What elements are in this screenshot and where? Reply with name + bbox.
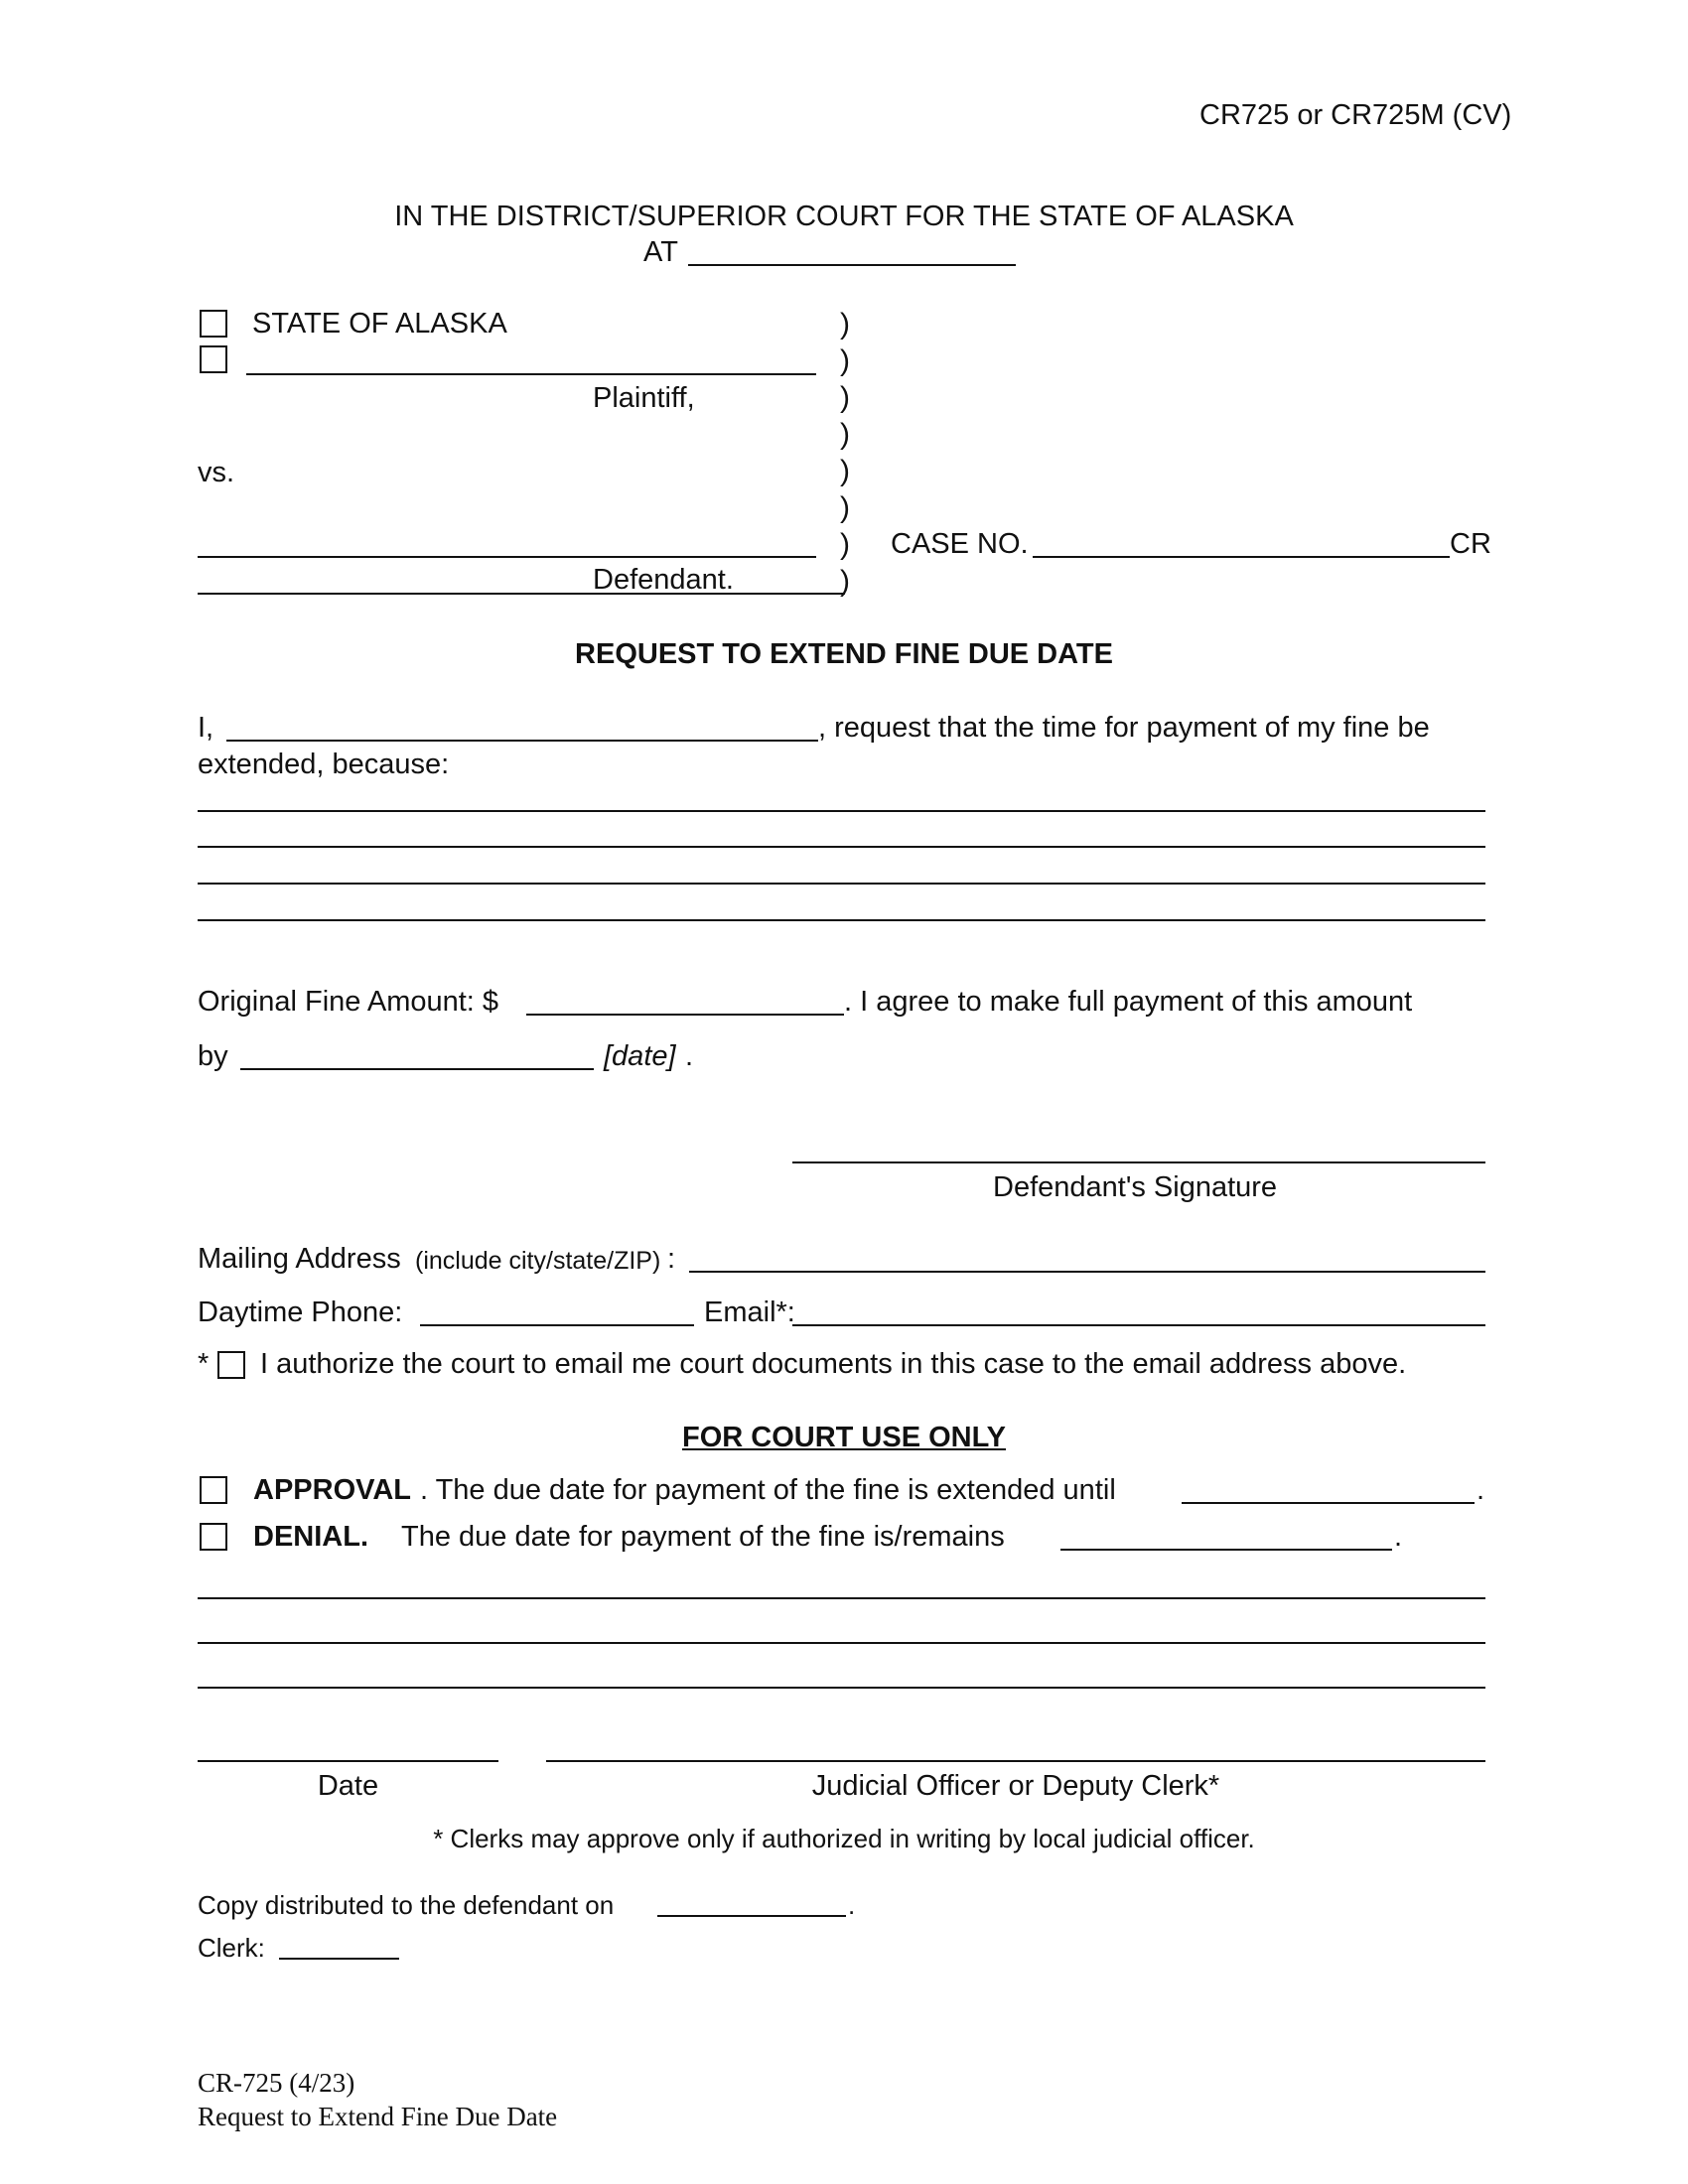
mailing-address-label: Mailing Address [198,1243,401,1275]
daytime-phone-field[interactable] [420,1324,694,1326]
case-number-field[interactable] [1033,556,1450,558]
original-fine-label: Original Fine Amount: $ [198,986,499,1018]
fine-amount-field[interactable] [526,1014,844,1016]
mailing-address-hint: (include city/state/ZIP) [415,1247,661,1275]
copy-distributed-text: Copy distributed to the defendant on [198,1890,615,1920]
agree-text: . I agree to make full payment of this amount [844,986,1413,1018]
other-plaintiff-checkbox[interactable] [200,345,227,373]
request-text-continued: extended, because: [198,749,450,780]
colon: : [667,1243,676,1275]
approval-text: . The due date for payment of the fine is extended until [420,1474,1116,1506]
caption-paren: ) [840,528,850,561]
payment-date-field[interactable] [240,1068,594,1070]
period: . [685,1040,694,1072]
state-of-alaska-checkbox[interactable] [200,310,227,338]
form-code: CR725 or CR725M (CV) [1199,99,1512,131]
by-label: by [198,1040,228,1072]
form-number: CR-725 (4/23) [198,2068,355,2098]
asterisk: * [198,1348,210,1380]
at-label: AT [643,236,678,268]
plaintiff-label: Plaintiff, [593,382,695,414]
caption-paren: ) [840,418,850,451]
case-suffix: CR [1450,528,1491,560]
email-label: Email*: [704,1297,795,1328]
requester-name-field[interactable] [226,740,818,742]
form-title: REQUEST TO EXTEND FINE DUE DATE [575,638,1113,670]
court-location-field[interactable] [688,264,1016,266]
reason-line-3[interactable] [198,883,1485,885]
reason-line-2[interactable] [198,846,1485,848]
remains-date-field[interactable] [1060,1549,1392,1551]
clerk-initials-field[interactable] [279,1958,399,1960]
caption-paren: ) [840,565,850,598]
date-label: Date [317,1770,379,1802]
reason-line-1[interactable] [198,810,1485,812]
reason-line-4[interactable] [198,919,1485,921]
caption-paren: ) [840,455,850,487]
email-authorization-text: I authorize the court to email me court documents in this case to the email address above. [260,1348,1407,1380]
plaintiff-name-field[interactable] [246,373,816,375]
period: . [1477,1474,1485,1506]
court-notes-line-3[interactable] [198,1687,1485,1689]
daytime-phone-label: Daytime Phone: [198,1297,403,1328]
court-notes-line-2[interactable] [198,1642,1485,1644]
denial-label: DENIAL. [253,1521,368,1553]
email-field[interactable] [792,1324,1485,1326]
denial-checkbox[interactable] [200,1523,227,1551]
extended-date-field[interactable] [1182,1502,1475,1504]
denial-text: The due date for payment of the fine is/remains [401,1521,1005,1553]
court-title: IN THE DISTRICT/SUPERIOR COURT FOR THE STATE OF ALASKA [394,201,1294,232]
defendant-label: Defendant. [593,564,734,596]
defendant-signature-field[interactable] [792,1161,1485,1163]
caption-paren: ) [840,344,850,377]
judicial-officer-signature-field[interactable] [546,1760,1485,1762]
court-notes-line-1[interactable] [198,1597,1485,1599]
case-no-label: CASE NO. [891,528,1029,560]
judicial-officer-label: Judicial Officer or Deputy Clerk* [811,1770,1220,1802]
vs-label: vs. [198,457,235,488]
defendant-name-field[interactable] [198,556,816,558]
clerk-label: Clerk: [198,1933,265,1963]
caption-paren: ) [840,491,850,524]
period: . [848,1890,856,1920]
i-label: I, [198,712,214,744]
period: . [1394,1521,1403,1553]
email-authorization-checkbox[interactable] [217,1351,245,1379]
court-date-field[interactable] [198,1760,498,1762]
clerk-footnote: * Clerks may approve only if authorized in writing by local judicial officer. [433,1824,1255,1853]
caption-paren: ) [840,381,850,414]
distribution-date-field[interactable] [657,1915,846,1917]
form-name: Request to Extend Fine Due Date [198,2102,558,2131]
date-hint: [date] [604,1040,676,1072]
mailing-address-field[interactable] [689,1271,1485,1273]
state-of-alaska-label: STATE OF ALASKA [252,308,507,340]
approval-checkbox[interactable] [200,1476,227,1504]
defendant-signature-label: Defendant's Signature [993,1171,1278,1203]
defendant-underline [198,593,845,595]
request-text: , request that the time for payment of my fine be [818,712,1430,744]
approval-label: APPROVAL [253,1474,411,1506]
court-use-heading: FOR COURT USE ONLY [681,1422,1006,1453]
caption-paren: ) [840,308,850,341]
